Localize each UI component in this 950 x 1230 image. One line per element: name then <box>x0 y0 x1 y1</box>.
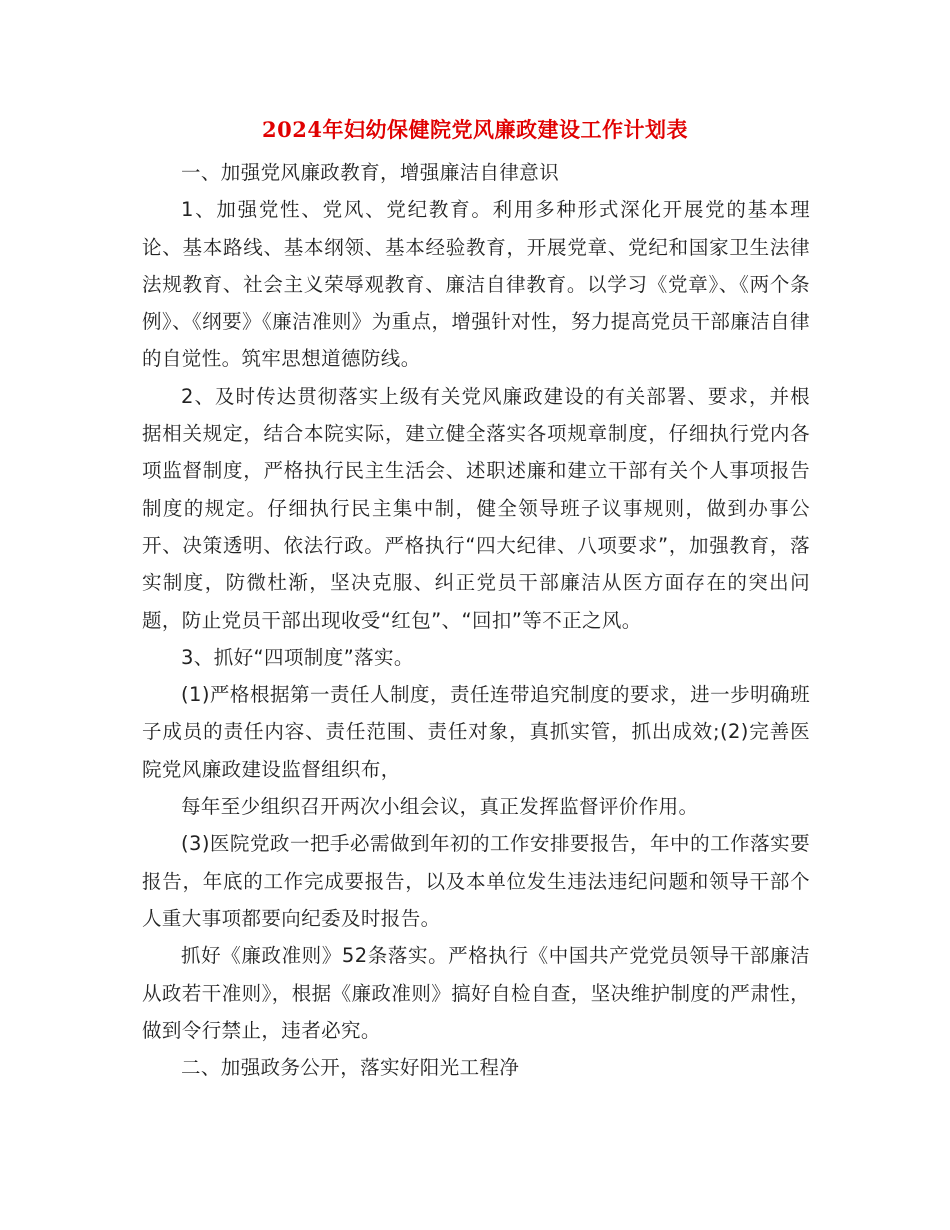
section-heading-1: 一、加强党风廉政教育，增强廉洁自律意识 <box>181 161 560 184</box>
section-heading-2: 二、加强政务公开，落实好阳光工程净 <box>181 1056 520 1080</box>
document-title: 2024年妇幼保健院党风廉政建设工作计划表 <box>262 117 688 142</box>
paragraph-item-2: 2、及时传达贯彻落实上级有关党风廉政建设的有关部署、要求，并根据相关规定，结合本院实际，建立健全落实各项规章制度，仔细执行党内各项监督制度，严格执行民主生活会、述职述廉和建立干部有关个人事项报告制度的规定。仔细执行民主集中制，健全领导班子议事规则，做到办事公开、决策透明、依法行政。严格执行“四大纪律、八项要求”，加强教育，落实制度，防微杜渐，坚决克服、纠正党员干部廉洁从医方面存在的突出问题，防止党员干部出现收受“红包”、“回扣”等不正之风。 <box>142 384 810 632</box>
paragraph-continuation: 每年至少组织召开两次小组会议，真正发挥监督评价作用。 <box>181 795 699 819</box>
paragraph-item-1: 1、加强党性、党风、党纪教育。利用多种形式深化开展党的基本理论、基本路线、基本纲领、基本经验教育，开展党章、党纪和国家卫生法律法规教育、社会主义荣辱观教育、廉洁自律教育。以学习《党章》、《两个条例》、《纲要》《廉洁准则》为重点，增强针对性，努力提高党员干部廉洁自律的自觉性。筑牢思想道德防线。 <box>142 198 810 371</box>
paragraph-subitem-1-2: (1)严格根据第一责任人制度，责任连带追究制度的要求，进一步明确班子成员的责任内容、责任范围、责任对象，真抓实管，抓出成效;(2)完善医院党风廉政建设监督组织布， <box>142 683 810 781</box>
paragraph-subitem-3: (3)医院党政一把手必需做到年初的工作安排要报告，年中的工作落实要报告，年底的工作完成要报告，以及本单位发生违法违纪问题和领导干部个人重大事项都要向纪委及时报告。 <box>142 832 810 930</box>
document-body <box>142 154 810 1086</box>
paragraph-item-3: 3、抓好“四项制度”落实。 <box>181 645 414 669</box>
paragraph-integrity-rules: 抓好《廉政准则》52条落实。严格执行《中国共产党党员领导干部廉洁从政若干准则》，根据《廉政准则》搞好自检自查，坚决维护制度的严肃性，做到令行禁止，违者必究。 <box>142 944 810 1042</box>
